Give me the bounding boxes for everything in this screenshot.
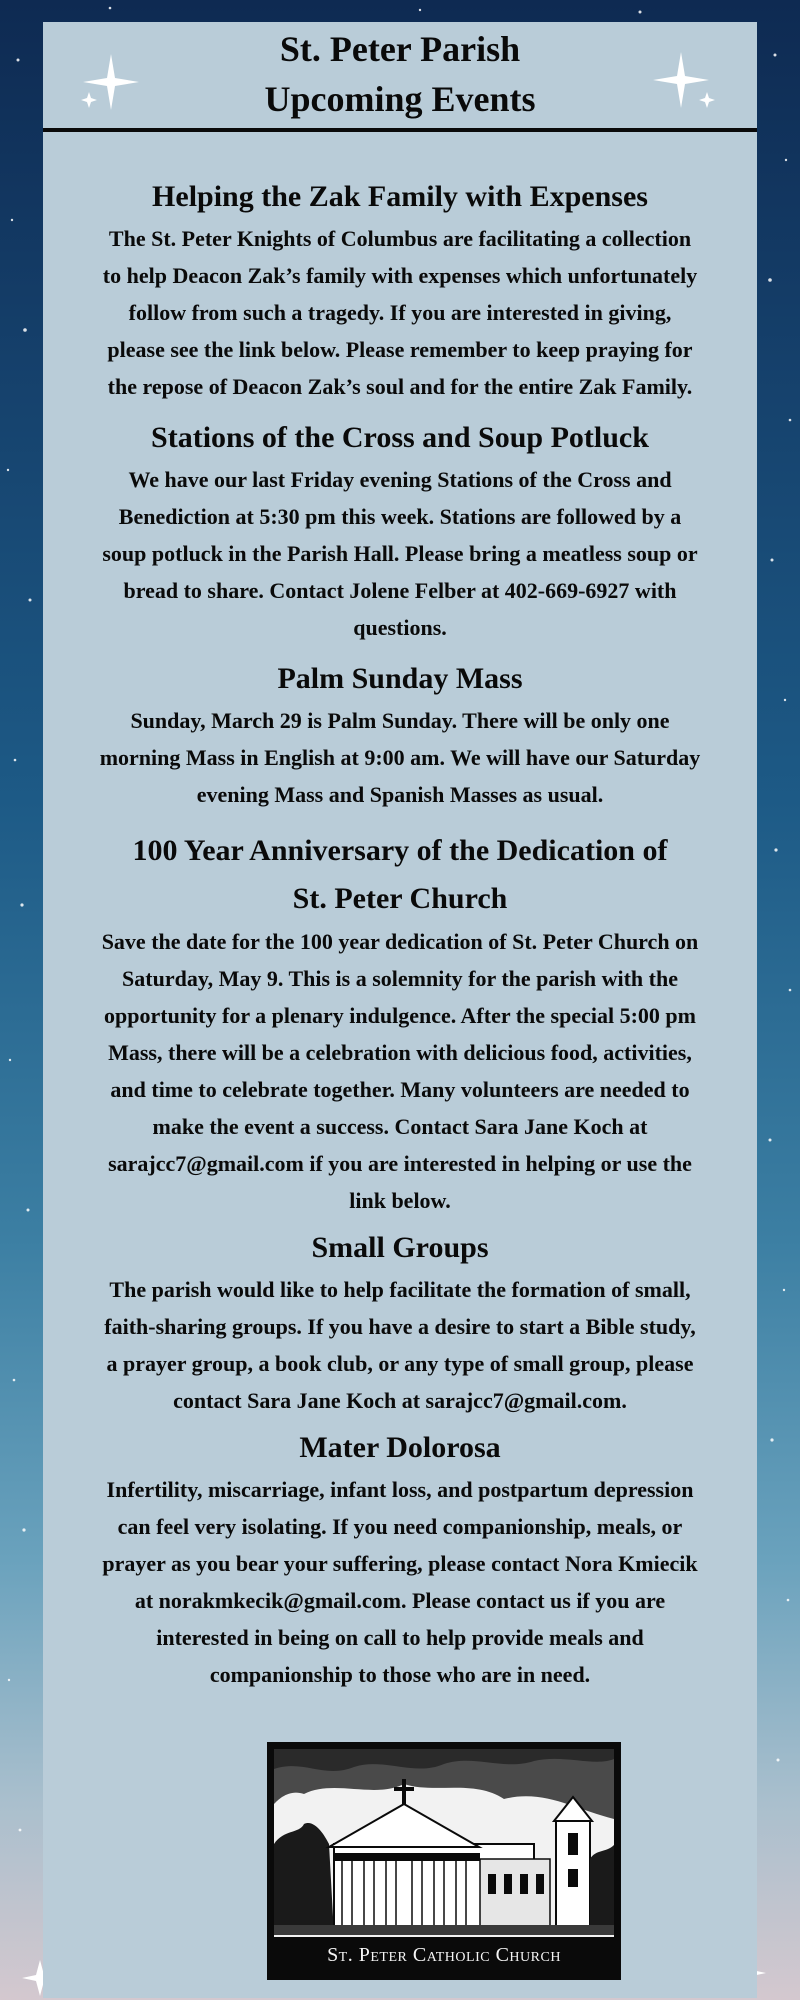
sparkle-left-icon — [81, 52, 141, 112]
page-title: Upcoming Events — [264, 79, 536, 119]
church-illustration — [272, 1747, 616, 1975]
event-description: Infertility, miscarriage, infant loss, and postpartum depression can feel very isolating. If you need companionship, meals, or prayer as you bear your suffering, please contact Nora Kmiecik at norakmkecik@gmail.com. Please contact us if you are interested in being on call to help provide meals and companionship to those who are in need. — [102, 1477, 698, 1687]
event-title: Helping the Zak Family with Expenses — [152, 180, 648, 213]
event-small-groups — [43, 1225, 757, 1419]
event-description: We have our last Friday evening Stations of the Cross and Benediction at 5:30 pm this week. Stations are followed by a soup potluck in the Parish Hall. Please bring a meatless soup or bread to share. Contact Jolene Felber at 402-669-6927 with questions. — [102, 467, 698, 640]
event-100-year-anniversary — [43, 827, 757, 1219]
church-building-icon — [274, 1749, 614, 1935]
event-title: Palm Sunday Mass — [277, 662, 523, 695]
parish-title: St. Peter Parish — [279, 29, 521, 69]
page-header — [43, 22, 757, 132]
event-palm-sunday-mass — [43, 656, 757, 813]
church-logo — [267, 1742, 621, 1980]
event-stations-of-the-cross — [43, 415, 757, 646]
event-title: Stations of the Cross and Soup Potluck — [151, 421, 649, 454]
church-name-caption: St. Peter Catholic Church — [274, 1937, 614, 1973]
events-list — [43, 132, 757, 1693]
event-description: Sunday, March 29 is Palm Sunday. There will be only one morning Mass in English at 9:00 am. We will have our Saturday evening Mass and Spanish Masses as usual. — [99, 708, 701, 807]
event-description: The St. Peter Knights of Columbus are facilitating a collection to help Deacon Zak’s family with expenses which unfortunately follow from such a tragedy. If you are interested in giving, please see the link below. Please remember to keep praying for the repose of Deacon Zak’s soul and for the entire Zak Family. — [102, 226, 698, 399]
event-mater-dolorosa — [43, 1425, 757, 1693]
sparkle-right-icon — [649, 48, 719, 118]
events-panel — [43, 22, 757, 1998]
event-description: The parish would like to help facilitate the formation of small, faith-sharing groups. If you have a desire to start a Bible study, a prayer group, a book club, or any type of small group, please contact Sara Jane Koch at sarajcc7@gmail.com. — [104, 1277, 696, 1413]
event-title: Small Groups — [311, 1231, 489, 1264]
event-helping-zak-family — [43, 174, 757, 405]
event-title: 100 Year Anniversary of the Dedication of St. Peter Church — [132, 834, 668, 915]
event-description: Save the date for the 100 year dedication of St. Peter Church on Saturday, May 9. This is a solemnity for the parish with the opportunity for a plenary indulgence. After the special 5:00 pm Mass, there will be a celebration with delicious food, activities, and time to celebrate together. Many volunteers are needed to make the event a success. Contact Sara Jane Koch at sarajcc7@gmail.com if you are interested in helping or use the link below. — [101, 929, 699, 1213]
event-title: Mater Dolorosa — [299, 1431, 501, 1464]
